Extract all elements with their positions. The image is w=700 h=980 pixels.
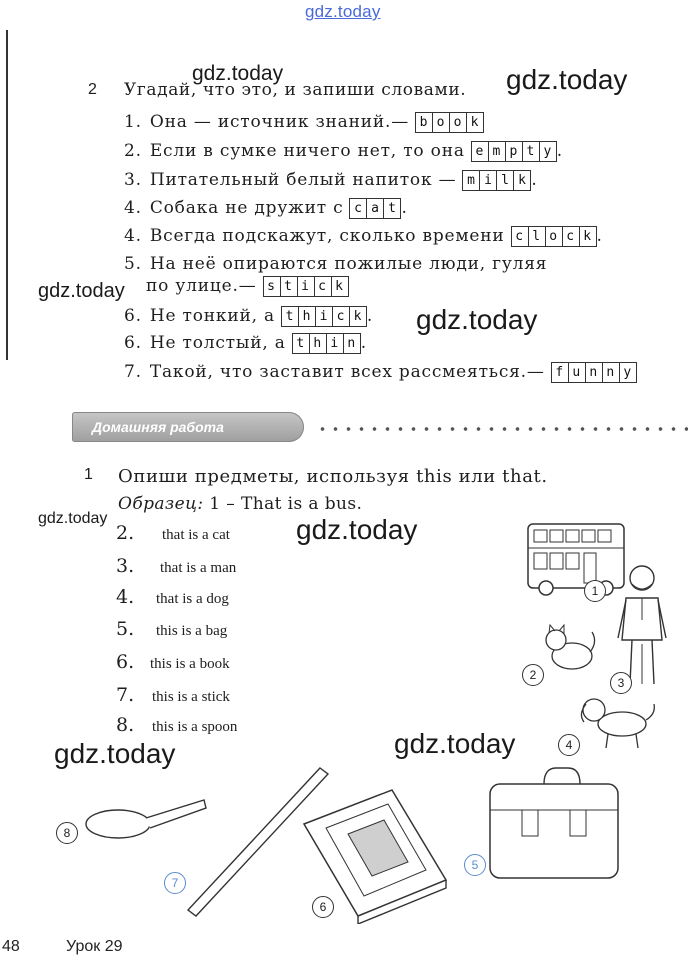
picture-label-1: 1	[584, 580, 606, 602]
answer-letter-cell[interactable]: y	[623, 365, 632, 380]
answer-letter-cell[interactable]: o	[546, 227, 563, 246]
handwritten-answer: this is a book	[150, 656, 230, 672]
task-2-item	[124, 198, 408, 218]
homework-answer-line	[116, 714, 237, 736]
answer-letter-cell[interactable]: t	[388, 201, 397, 216]
answer-letter-cell[interactable]: c	[350, 199, 367, 218]
answer-letter-cell[interactable]: k	[518, 173, 527, 188]
answer-letter-cell[interactable]: s	[264, 277, 281, 296]
answer-number: 7.	[116, 684, 135, 706]
answer-letter-cell[interactable]: k	[335, 279, 344, 294]
homework-answer-line	[116, 618, 227, 640]
answer-letter-cell[interactable]: y	[543, 144, 553, 159]
handwritten-answer: this is a bag	[156, 623, 228, 639]
answer-letter-cell[interactable]: p	[506, 142, 523, 161]
item-end-punctuation: .	[531, 170, 538, 190]
answer-letter-cell[interactable]: i	[316, 307, 333, 326]
answer-letter-cell[interactable]: c	[512, 227, 529, 246]
task-2-item	[124, 141, 563, 161]
task-2-item	[124, 333, 367, 353]
task-2-item	[124, 226, 603, 246]
answer-letter-cell[interactable]: b	[416, 113, 433, 132]
answer-number: 2.	[116, 522, 135, 544]
answer-number: 6.	[116, 651, 135, 673]
answer-letter-cell[interactable]: k	[583, 229, 592, 244]
watermark: gdz.today	[38, 280, 125, 302]
task-2-item	[124, 254, 547, 274]
answer-letter-cell[interactable]: c	[563, 227, 580, 246]
sample-label: Образец:	[118, 494, 204, 514]
handwritten-answer: this is a spoon	[152, 719, 238, 735]
answer-letter-cell[interactable]: l	[497, 171, 514, 190]
watermark: gdz.today	[54, 738, 176, 769]
sample-text: 1 – That is a bus.	[209, 494, 363, 514]
answer-letter-cell[interactable]: c	[333, 307, 350, 326]
item-text: Такой, что заставит всех рассмеяться.—	[149, 362, 545, 382]
answer-letter-cell[interactable]: h	[310, 334, 327, 353]
item-number: 2.	[124, 141, 142, 161]
answer-letter-cell[interactable]: n	[603, 363, 620, 382]
item-text: На неё опираются пожилые люди, гуляя	[149, 254, 548, 274]
task-2-instruction: Угадай, что это, и запиши словами.	[124, 80, 467, 100]
dog-picture	[574, 694, 658, 752]
answer-letter-boxes[interactable]	[281, 306, 367, 327]
homework-answer-line	[116, 684, 230, 706]
man-picture	[612, 560, 672, 690]
answer-letter-cell[interactable]: t	[281, 277, 298, 296]
item-text: Она — источник знаний.—	[149, 112, 409, 132]
lesson-title: Урок 29	[66, 938, 123, 955]
handwritten-answer: that is a man	[160, 560, 237, 576]
picture-label-5: 5	[464, 854, 486, 876]
homework-answer-line	[116, 586, 229, 608]
item-text: Всегда подскажут, сколько времени	[149, 226, 505, 246]
answer-number: 5.	[116, 618, 135, 640]
answer-number: 4.	[116, 586, 135, 608]
answer-letter-cell[interactable]: h	[299, 307, 316, 326]
item-text: Питательный белый напиток —	[149, 170, 457, 190]
page-binding-edge	[6, 30, 8, 360]
answer-letter-cell[interactable]: f	[552, 363, 569, 382]
answer-letter-cell[interactable]: k	[353, 309, 363, 324]
answer-letter-cell[interactable]: e	[472, 142, 489, 161]
homework-instruction: Опиши предметы, используя this или that.	[118, 466, 548, 487]
task-2-item	[124, 170, 538, 190]
cat-picture	[540, 622, 598, 674]
picture-label-4: 4	[558, 734, 580, 756]
answer-letter-cell[interactable]: t	[282, 307, 299, 326]
answer-letter-cell[interactable]: c	[315, 277, 332, 296]
answer-letter-cell[interactable]: o	[450, 113, 467, 132]
item-number: 7.	[124, 362, 142, 382]
answer-letter-boxes[interactable]	[349, 198, 401, 219]
answer-letter-cell[interactable]: a	[367, 199, 384, 218]
homework-answer-line	[116, 651, 230, 673]
homework-banner: Домашняя работа	[72, 412, 304, 442]
item-end-punctuation: .	[401, 198, 408, 218]
answer-letter-boxes[interactable]	[263, 276, 349, 297]
item-text: Не тонкий, а	[149, 306, 275, 326]
homework-sample	[118, 494, 362, 514]
answer-letter-cell[interactable]: u	[569, 363, 586, 382]
item-number: 4.	[124, 198, 142, 218]
bag-picture	[484, 764, 624, 884]
picture-label-2: 2	[522, 664, 544, 686]
answer-letter-boxes[interactable]	[292, 333, 361, 354]
item-end-punctuation: .	[556, 141, 563, 161]
dotted-divider	[316, 427, 688, 431]
task-2-item	[124, 362, 637, 382]
item-number: 3.	[124, 170, 142, 190]
item-text: Не толстый, а	[149, 333, 286, 353]
answer-letter-cell[interactable]: n	[347, 336, 356, 351]
watermark: gdz.today	[38, 510, 108, 527]
picture-label-7: 7	[164, 872, 186, 894]
answer-letter-cell[interactable]: l	[529, 227, 546, 246]
item-number: 5.	[124, 254, 142, 274]
answer-letter-boxes[interactable]	[551, 362, 637, 383]
answer-number: 8.	[116, 714, 135, 736]
answer-letter-cell[interactable]: i	[480, 171, 497, 190]
answer-letter-cell[interactable]: t	[293, 334, 310, 353]
watermark: gdz.today	[394, 728, 516, 759]
answer-letter-cell[interactable]: t	[523, 142, 540, 161]
homework-answer-line	[116, 555, 236, 577]
task-2-item	[146, 276, 349, 296]
task-2-number: 2	[88, 81, 97, 98]
picture-label-3: 3	[610, 672, 632, 694]
answer-letter-cell[interactable]: n	[586, 363, 603, 382]
answer-letter-cell[interactable]: i	[327, 334, 344, 353]
page-number: 48	[2, 938, 20, 955]
watermark: gdz.today	[296, 514, 418, 545]
answer-letter-cell[interactable]: m	[489, 142, 506, 161]
item-end-punctuation: .	[596, 226, 603, 246]
answer-letter-boxes[interactable]	[511, 226, 597, 247]
picture-label-8: 8	[56, 822, 78, 844]
item-number: 1.	[124, 112, 142, 132]
answer-letter-cell[interactable]: i	[298, 277, 315, 296]
item-text: по улице.—	[146, 276, 257, 296]
item-text: Собака не дружит с	[149, 198, 344, 218]
item-end-punctuation: .	[366, 306, 374, 326]
answer-letter-boxes[interactable]	[415, 112, 484, 133]
handwritten-answer: this is a stick	[152, 689, 230, 705]
item-number: 4.	[124, 226, 142, 246]
answer-letter-cell[interactable]: m	[463, 171, 480, 190]
answer-letter-cell[interactable]: o	[433, 113, 450, 132]
answer-letter-boxes[interactable]	[462, 170, 531, 191]
picture-label-6: 6	[312, 896, 334, 918]
answer-letter-boxes[interactable]	[471, 141, 557, 162]
answer-letter-cell[interactable]: k	[470, 115, 480, 130]
task-2-item	[124, 306, 373, 326]
homework-task-number: 1	[84, 466, 93, 483]
handwritten-answer: that is a cat	[162, 527, 230, 543]
item-number: 6.	[124, 306, 142, 326]
item-number: 6.	[124, 333, 142, 353]
item-end-punctuation: .	[360, 333, 367, 353]
top-watermark-link[interactable]: gdz.today	[305, 2, 381, 21]
task-2-item	[124, 112, 484, 132]
item-text: Если в сумке ничего нет, то она	[149, 141, 465, 161]
homework-answer-line	[116, 522, 230, 544]
watermark: gdz.today	[506, 64, 628, 95]
watermark: gdz.today	[416, 304, 538, 335]
handwritten-answer: that is a dog	[156, 591, 229, 607]
answer-number: 3.	[116, 555, 135, 577]
watermark: gdz.today	[192, 62, 284, 85]
